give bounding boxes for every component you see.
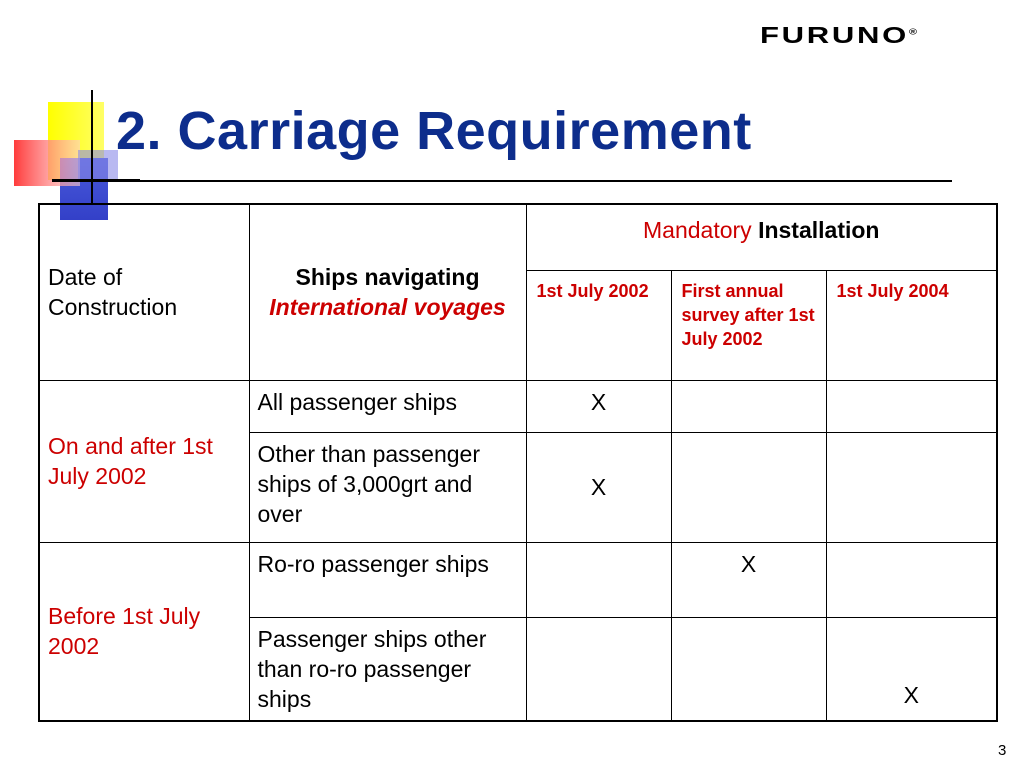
header-ships-navigating xyxy=(249,204,526,380)
group-before-2002: Before 1st July 2002 xyxy=(39,542,249,721)
mark-cell: X xyxy=(526,432,671,542)
subheader-1st-july-2002: 1st July 2002 xyxy=(526,270,671,380)
table-row xyxy=(39,542,997,617)
mark-cell: X xyxy=(526,380,671,432)
mark-cell xyxy=(526,617,671,721)
mark-cell xyxy=(671,617,826,721)
header-date-of-construction: Date of Construction xyxy=(39,204,249,380)
mandatory-word: Mandatory xyxy=(643,217,752,243)
mark-cell xyxy=(671,380,826,432)
mark-cell xyxy=(526,542,671,617)
furuno-logo xyxy=(760,22,917,49)
logo-text: FURUNO xyxy=(760,22,910,48)
table-row xyxy=(39,380,997,432)
mark-cell xyxy=(826,432,997,542)
carriage-requirement-table xyxy=(38,203,998,722)
group-on-and-after-2002: On and after 1st July 2002 xyxy=(39,380,249,542)
page-number: 3 xyxy=(998,742,1007,759)
mark-cell xyxy=(826,380,997,432)
ship-type-cell: Passenger ships other than ro-ro passenger ships xyxy=(249,617,526,721)
mark-cell xyxy=(826,542,997,617)
header-mandatory-installation xyxy=(526,204,997,270)
mark-cell: X xyxy=(671,542,826,617)
ship-type-cell: Ro-ro passenger ships xyxy=(249,542,526,617)
table-header-row xyxy=(39,204,997,270)
mark-cell: X xyxy=(826,617,997,721)
header-ships-label: Ships navigating xyxy=(295,264,480,291)
ship-type-cell: All passenger ships xyxy=(249,380,526,432)
subheader-first-annual-survey: First annual survey after 1st July 2002 xyxy=(671,270,826,380)
registered-mark: ® xyxy=(909,27,918,37)
subheader-1st-july-2004: 1st July 2004 xyxy=(826,270,997,380)
title-divider xyxy=(52,180,952,182)
mark-cell xyxy=(671,432,826,542)
page-title: 2. Carriage Requirement xyxy=(116,101,752,161)
ship-type-cell: Other than passenger ships of 3,000grt and over xyxy=(249,432,526,542)
installation-word: Installation xyxy=(758,217,880,243)
header-international-voyages: International voyages xyxy=(269,294,506,321)
